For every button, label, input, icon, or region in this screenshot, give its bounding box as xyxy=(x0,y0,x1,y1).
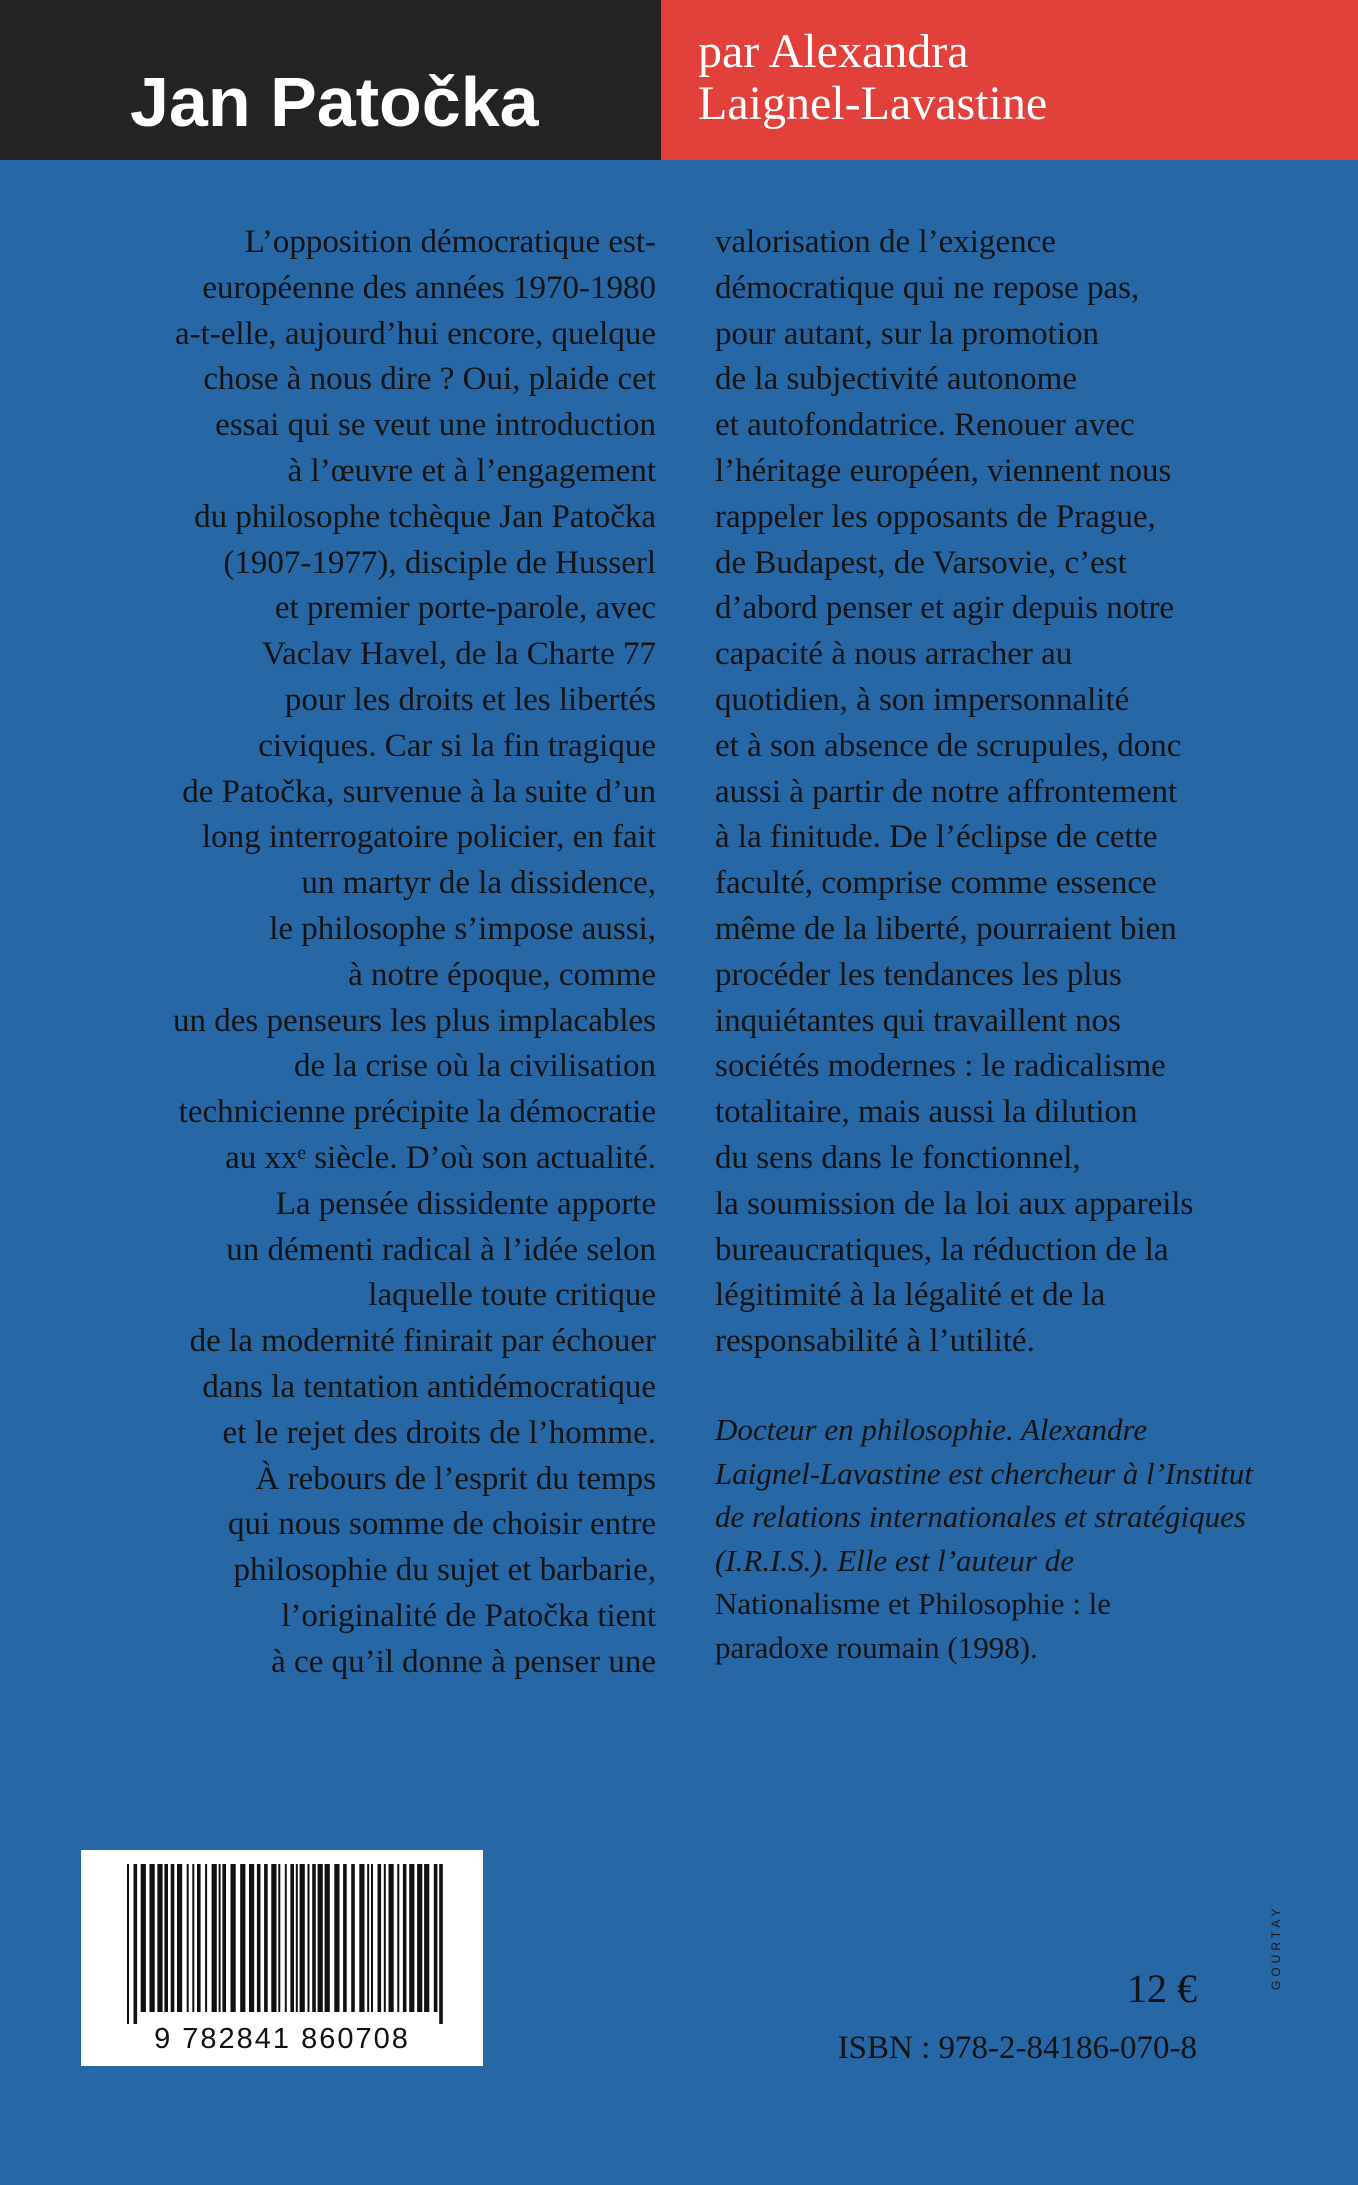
barcode-bar xyxy=(403,1864,407,2012)
barcode-bar xyxy=(439,1864,443,2024)
barcode-bar xyxy=(134,1864,138,2024)
text-line: la soumission de la loi aux appareils xyxy=(715,1185,1194,1222)
text-line: La pensée dissidente apporte xyxy=(275,1185,656,1222)
barcode-bar xyxy=(264,1864,268,2012)
barcode-bar xyxy=(240,1864,245,2012)
barcode-bar xyxy=(157,1864,162,2012)
text-line: qui nous somme de choisir entre xyxy=(227,1506,656,1543)
barcode-bar xyxy=(424,1864,429,2012)
text-line: du philosophe tchèque Jan Patočka xyxy=(194,498,656,535)
barcode-bar xyxy=(271,1864,276,2012)
text-line: civiques. Car si la fin tragique xyxy=(258,727,656,764)
barcode-bar xyxy=(127,1864,129,2024)
barcode-bar xyxy=(187,1864,189,2012)
text-line: L’opposition démocratique est- xyxy=(244,224,656,260)
barcode-bar xyxy=(367,1864,369,2012)
text-line: valorisation de l’exigence xyxy=(715,224,1056,260)
barcode-bar xyxy=(192,1864,194,2012)
text-line: démocratique qui ne repose pas, xyxy=(715,269,1140,306)
text-line: Vaclav Havel, de la Charte 77 xyxy=(261,636,656,673)
barcode-bar xyxy=(177,1864,182,2012)
text-line: À rebours de l’esprit du temps xyxy=(255,1460,656,1497)
text-line: de Budapest, de Varsovie, c’est xyxy=(715,544,1127,581)
text-line: le philosophe s’impose aussi, xyxy=(269,910,656,947)
blurb-left-column xyxy=(173,220,656,1686)
text-line: et autofondatrice. Renouer avec xyxy=(715,407,1135,444)
price: 12 € xyxy=(1127,1966,1197,2011)
barcode-number: 9 782841 860708 xyxy=(154,2023,410,2055)
text-line: quotidien, à son impersonnalité xyxy=(715,681,1130,718)
isbn: ISBN : 978-2-84186-070-8 xyxy=(837,2030,1197,2066)
barcode-bar xyxy=(141,1864,146,2012)
barcode-bar xyxy=(359,1864,364,2012)
barcode-bar xyxy=(212,1864,217,2012)
text-line: (1907-1977), disciple de Husserl xyxy=(223,544,656,581)
text-line: procéder les tendances les plus xyxy=(715,956,1122,993)
text-line: rappeler les opposants de Prague, xyxy=(715,498,1156,535)
text-line: et à son absence de scrupules, donc xyxy=(715,727,1182,764)
author-line: par Alexandra xyxy=(698,25,969,78)
text-line: légitimité à la légalité et de la xyxy=(715,1277,1106,1314)
text-line: totalitaire, mais aussi la dilution xyxy=(715,1094,1138,1131)
text-line: à la finitude. De l’éclipse de cette xyxy=(715,819,1158,856)
barcode-bar xyxy=(384,1864,386,2012)
text-line: l’héritage européen, viennent nous xyxy=(715,452,1172,489)
text-line: paradoxe roumain (1998). xyxy=(715,1629,1038,1665)
barcode-bar xyxy=(378,1864,382,2012)
text-line: laquelle toute critique xyxy=(368,1277,656,1314)
text-line: long interrogatoire policier, en fait xyxy=(201,819,656,856)
barcode-bar xyxy=(205,1864,207,2012)
barcode-bar xyxy=(300,1864,305,2012)
barcode-bar xyxy=(257,1864,261,2012)
barcode-bar xyxy=(351,1864,355,2012)
barcode-bar xyxy=(278,1864,280,2012)
text-line: chose à nous dire ? Oui, plaide cet xyxy=(203,361,656,398)
barcode-bar xyxy=(434,1864,438,2012)
text-line: de la subjectivité autonome xyxy=(715,361,1077,398)
designer-credit: GOURTAY xyxy=(1269,1904,1283,1990)
text-line: philosophie du sujet et barbarie, xyxy=(233,1552,656,1589)
text-line: faculté, comprise comme essence xyxy=(715,865,1157,902)
text-line: pour les droits et les libertés xyxy=(284,681,656,718)
text-line: (I.R.I.S.). Elle est l’auteur de xyxy=(715,1542,1074,1578)
barcode-bar xyxy=(219,1864,221,2012)
text-line: sociétés modernes : le radicalisme xyxy=(715,1048,1166,1085)
text-line: un démenti radical à l’idée selon xyxy=(226,1231,656,1268)
barcode-bar xyxy=(150,1864,155,2012)
text-line: Nationalisme et Philosophie : le xyxy=(715,1586,1112,1622)
barcode-bar xyxy=(231,1864,236,2012)
barcode-bar xyxy=(417,1864,422,2012)
text-line: Docteur en philosophie. Alexandre xyxy=(715,1412,1148,1447)
barcode-bar xyxy=(222,1864,226,2012)
barcode-bar xyxy=(389,1864,394,2012)
barcode-bar xyxy=(397,1864,399,2012)
text-line: aussi à partir de notre affrontement xyxy=(715,773,1178,810)
barcode-bar xyxy=(164,1864,168,2012)
text-line: a-t-elle, aujourd’hui encore, quelque xyxy=(174,315,656,352)
text-line: pour autant, sur la promotion xyxy=(715,315,1100,352)
text-line: responsabilité à l’utilité. xyxy=(715,1323,1035,1360)
text-line: Laignel-Lavastine est chercheur à l’Institut xyxy=(715,1455,1253,1491)
text-line: essai qui se veut une introduction xyxy=(215,407,656,444)
text-line: un des penseurs les plus implacables xyxy=(173,1002,656,1039)
text-line: capacité à nous arracher au xyxy=(715,636,1073,673)
barcode-bar xyxy=(308,1864,310,2012)
text-line: dans la tentation antidémocratique xyxy=(202,1368,656,1405)
author-line: Laignel-Lavastine xyxy=(698,77,1048,130)
text-line: même de la liberté, pourraient bien xyxy=(715,910,1177,947)
text-line: européenne des années 1970-1980 xyxy=(202,269,656,306)
barcode-bar xyxy=(290,1864,294,2012)
text-line: et premier porte-parole, avec xyxy=(274,590,656,627)
barcode-bar xyxy=(312,1864,316,2012)
blurb-right-column xyxy=(715,220,1193,1365)
text-line: au xxᵉ siècle. D’où son actualité. xyxy=(225,1139,656,1176)
text-line: inquiétantes qui travaillent nos xyxy=(715,1002,1121,1039)
barcode-bar xyxy=(197,1864,201,2012)
author-bio xyxy=(715,1408,1253,1670)
text-line: à notre époque, comme xyxy=(348,956,656,993)
barcode-bar xyxy=(318,1864,323,2012)
barcode-bar xyxy=(371,1864,373,2012)
text-line: à ce qu’il donne à penser une xyxy=(271,1643,656,1680)
text-line: de relations internationales et stratégiques xyxy=(715,1499,1246,1535)
text-line: bureaucratiques, la réduction de la xyxy=(715,1231,1169,1268)
barcode-bar xyxy=(171,1864,175,2012)
barcode-bar xyxy=(343,1864,347,2012)
barcode-bar xyxy=(325,1864,330,2012)
barcode-bar xyxy=(334,1864,339,2012)
isbn-barcode xyxy=(81,1850,483,2066)
text-line: de la modernité finirait par échouer xyxy=(189,1323,656,1360)
barcode-bar xyxy=(249,1864,254,2012)
text-line: à l’œuvre et à l’engagement xyxy=(287,452,656,489)
author-name xyxy=(698,26,1047,130)
barcode-bar xyxy=(285,1864,287,2012)
text-line: un martyr de la dissidence, xyxy=(301,865,656,902)
text-line: l’originalité de Patočka tient xyxy=(281,1597,656,1634)
text-line: du sens dans le fonctionnel, xyxy=(715,1139,1081,1176)
book-title: Jan Patočka xyxy=(130,63,539,141)
text-line: de Patočka, survenue à la suite d’un xyxy=(182,773,656,810)
text-line: et le rejet des droits de l’homme. xyxy=(222,1414,656,1451)
text-line: d’abord penser et agir depuis notre xyxy=(715,590,1175,627)
barcode-bar xyxy=(409,1864,414,2012)
text-line: de la crise où la civilisation xyxy=(294,1048,656,1085)
barcode-bar xyxy=(296,1864,298,2012)
text-line: technicienne précipite la démocratie xyxy=(178,1094,656,1131)
